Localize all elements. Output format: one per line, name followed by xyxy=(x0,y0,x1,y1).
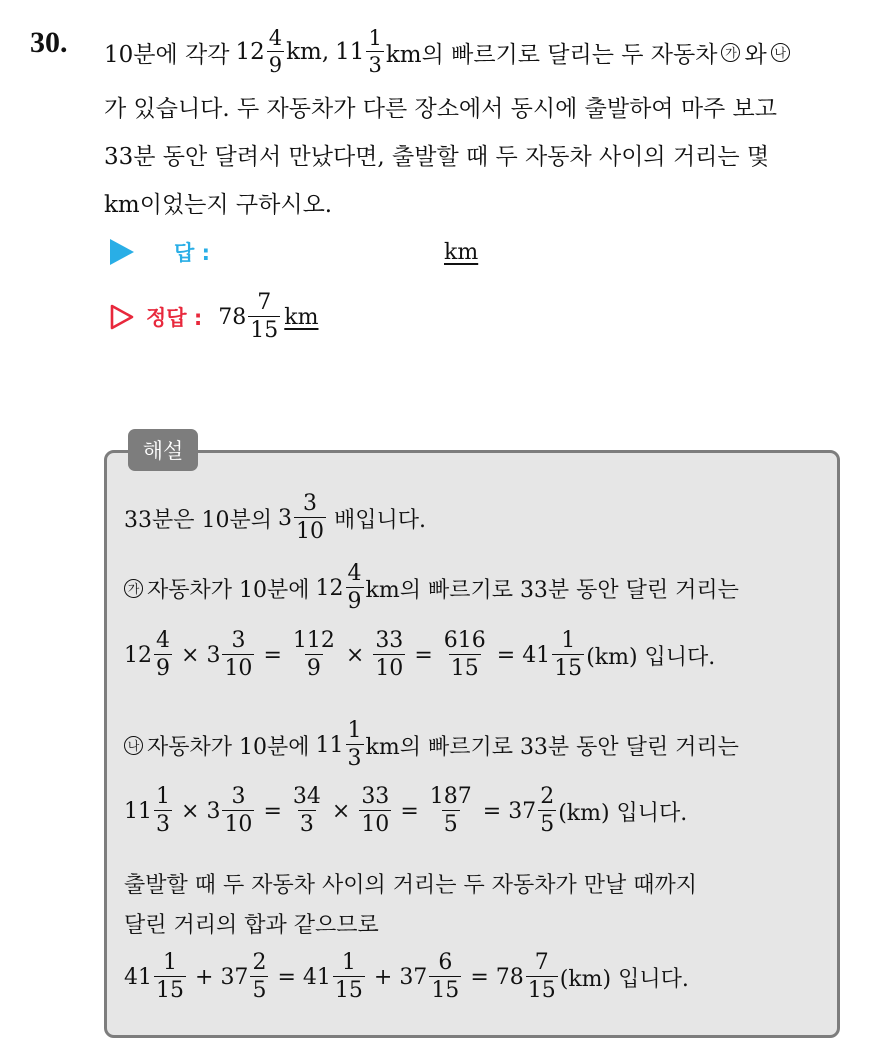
times-sign: × xyxy=(181,642,200,668)
c3-d-den: 15 xyxy=(431,978,460,1003)
exp-l4-whole: 11 xyxy=(315,732,344,758)
c3-c-num: 1 xyxy=(341,950,356,975)
c2-result-fraction xyxy=(538,786,556,836)
exp-l1-whole: 3 xyxy=(278,505,292,531)
c2-t4-num: 33 xyxy=(361,784,390,809)
car-a-marker: 가 xyxy=(124,579,143,598)
c3-a-den: 15 xyxy=(156,978,184,1003)
explanation-line-6: 출발할 때 두 자동차 사이의 거리는 두 자동차가 만날 때까지 xyxy=(124,873,697,898)
question-line-3: 33분 동안 달려서 만났다면, 출발할 때 두 자동차 사이의 거리는 몇 xyxy=(104,143,770,170)
speed2-fraction xyxy=(366,28,383,76)
c3-d-fraction xyxy=(429,952,461,1002)
c2-t1-whole: 11 xyxy=(124,798,152,824)
speed1-denominator: 9 xyxy=(268,53,283,77)
c2-t3-num: 34 xyxy=(292,784,321,809)
correct-answer-label: 정답 : xyxy=(146,306,203,330)
correct-answer-row xyxy=(110,290,318,344)
c2-t4-den: 10 xyxy=(361,812,390,837)
c1-t3-den: 9 xyxy=(306,656,321,681)
c3-d-num: 6 xyxy=(438,950,453,975)
correct-denominator: 15 xyxy=(250,318,279,343)
c1-result-fraction xyxy=(552,630,584,680)
c3-result-num: 7 xyxy=(534,950,549,975)
exp-l1-denominator: 10 xyxy=(296,519,324,544)
car-b-marker: 나 xyxy=(124,736,143,755)
answer-row xyxy=(110,232,478,272)
answer-label: 답 : xyxy=(174,241,210,265)
c3-a-num: 1 xyxy=(163,950,177,975)
c3-d-whole: 37 xyxy=(399,964,428,990)
explanation-line-1 xyxy=(124,490,426,546)
c3-c-whole: 41 xyxy=(302,964,331,990)
c1-t2-whole: 3 xyxy=(206,642,221,668)
c2-result-den: 5 xyxy=(540,812,555,837)
c3-b-fraction xyxy=(250,952,268,1002)
exp-l2-numerator: 4 xyxy=(347,561,362,586)
equals-sign: = xyxy=(263,642,282,668)
c3-c-fraction xyxy=(333,952,365,1002)
question-text xyxy=(104,22,874,226)
correct-unit: km xyxy=(284,304,319,330)
outline-triangle-icon xyxy=(110,304,134,330)
c3-result-fraction xyxy=(526,952,558,1002)
c2-t2-den: 10 xyxy=(224,812,253,837)
times-sign: × xyxy=(331,798,351,824)
c1-t2-den: 10 xyxy=(224,656,253,681)
c1-t4-den: 10 xyxy=(375,656,404,681)
c1-t5-den: 15 xyxy=(450,656,479,681)
c2-t2-num: 3 xyxy=(231,784,246,809)
speed2-denominator: 3 xyxy=(368,53,382,77)
correct-whole: 78 xyxy=(218,304,247,330)
exp-l4-denominator: 3 xyxy=(347,746,362,771)
c3-b-num: 2 xyxy=(252,950,267,975)
c3-result-whole: 78 xyxy=(495,964,524,990)
question-line-2: 가 있습니다. 두 자동차가 다른 장소에서 동시에 출발하여 마주 보고 xyxy=(104,95,777,122)
exp-l4-fraction xyxy=(346,720,364,770)
times-sign: × xyxy=(181,798,200,824)
speed1-numerator: 4 xyxy=(268,26,283,50)
correct-fraction xyxy=(248,292,280,342)
explanation-calc-1 xyxy=(124,626,715,684)
answer-unit: km xyxy=(444,239,479,265)
question-intro: 10분에 각각 xyxy=(104,41,230,68)
c2-t1-num: 1 xyxy=(156,784,170,809)
explanation-tag: 해설 xyxy=(128,429,198,471)
question-line-4: km이었는지 구하시오. xyxy=(104,191,333,218)
c1-t4-fraction xyxy=(373,630,405,680)
exp-l1-numerator: 3 xyxy=(303,491,317,516)
equals-sign: = xyxy=(263,798,282,824)
c2-t5-fraction xyxy=(428,786,474,836)
plus-sign: + xyxy=(373,964,393,990)
c2-t1-fraction xyxy=(154,786,172,836)
speed1-fraction xyxy=(267,28,284,76)
equals-sign: = xyxy=(470,964,489,990)
question-number: 30. xyxy=(30,26,68,59)
c2-t2-whole: 3 xyxy=(206,798,221,824)
c1-t1-fraction xyxy=(154,630,172,680)
speed2-numerator: 1 xyxy=(368,26,382,50)
exp-l2-tail: km의 빠르기로 33분 동안 달린 거리는 xyxy=(365,577,739,603)
c3-b-whole: 37 xyxy=(220,964,249,990)
equals-sign: = xyxy=(496,642,516,668)
explanation-calc-3 xyxy=(124,948,689,1006)
explanation-calc-2 xyxy=(124,782,687,840)
c2-t1-den: 3 xyxy=(156,812,170,837)
unit-comma: km, xyxy=(286,39,330,65)
c3-a-whole: 41 xyxy=(124,964,152,990)
c2-result-whole: 37 xyxy=(508,798,537,824)
car-a-marker: 가 xyxy=(721,43,740,62)
equals-sign: = xyxy=(400,798,419,824)
speed2-whole: 11 xyxy=(335,39,365,65)
c3-result-den: 15 xyxy=(527,978,556,1003)
c3-c-den: 15 xyxy=(334,978,363,1003)
c3-b-den: 5 xyxy=(252,978,267,1003)
exp-l4-numerator: 1 xyxy=(347,718,362,743)
explanation-line-7: 달린 거리의 합과 같으므로 xyxy=(124,913,379,938)
c2-t3-fraction xyxy=(291,786,323,836)
exp-l1-text: 33분은 10분의 xyxy=(124,507,272,533)
c1-result-whole: 41 xyxy=(522,642,551,668)
exp-l1-fraction xyxy=(294,493,326,543)
correct-numerator: 7 xyxy=(257,290,272,315)
car-b-marker: 나 xyxy=(771,43,790,62)
c1-t4-num: 33 xyxy=(375,628,404,653)
c2-t3-den: 3 xyxy=(299,812,314,837)
times-sign: × xyxy=(345,642,365,668)
exp-l2-whole: 12 xyxy=(315,575,344,601)
c2-t4-fraction xyxy=(359,786,391,836)
c1-result-den: 15 xyxy=(554,656,583,681)
c2-t5-den: 5 xyxy=(443,812,458,837)
c1-t5-num: 616 xyxy=(443,628,486,653)
c3-tail: (km) 입니다. xyxy=(559,966,689,992)
exp-l4-text: 자동차가 10분에 xyxy=(147,734,310,760)
question-line1-rest: km의 빠르기로 달리는 두 자동차 xyxy=(385,41,718,68)
plus-sign: + xyxy=(195,964,214,990)
c1-tail: (km) 입니다. xyxy=(586,644,716,670)
c1-t1-den: 9 xyxy=(156,656,170,681)
c1-t2-fraction xyxy=(222,630,254,680)
c1-t3-num: 112 xyxy=(292,628,335,653)
c1-t3-fraction xyxy=(291,630,337,680)
c2-t2-fraction xyxy=(222,786,254,836)
equals-sign: = xyxy=(414,642,433,668)
exp-l2-text: 자동차가 10분에 xyxy=(147,577,310,603)
exp-l2-fraction xyxy=(346,563,364,613)
c1-t1-whole: 12 xyxy=(124,642,152,668)
question-line-1 xyxy=(104,22,874,82)
c1-t1-num: 4 xyxy=(156,628,170,653)
exp-l2-denominator: 9 xyxy=(347,589,362,614)
c1-t2-num: 3 xyxy=(231,628,246,653)
equals-sign: = xyxy=(277,964,296,990)
c3-a-fraction xyxy=(154,952,186,1002)
equals-sign: = xyxy=(482,798,502,824)
exp-l4-tail: km의 빠르기로 33분 동안 달린 거리는 xyxy=(365,734,739,760)
c1-t5-fraction xyxy=(442,630,488,680)
play-triangle-icon xyxy=(110,239,134,265)
conjunction-wa: 와 xyxy=(744,41,767,68)
exp-l1-tail: 배입니다. xyxy=(334,507,427,533)
c2-result-num: 2 xyxy=(540,784,555,809)
explanation-line-2 xyxy=(124,560,739,616)
c2-tail: (km) 입니다. xyxy=(558,800,688,826)
c2-t5-num: 187 xyxy=(429,784,472,809)
speed1-whole: 12 xyxy=(235,39,265,65)
c1-result-num: 1 xyxy=(561,628,576,653)
explanation-line-4 xyxy=(124,716,739,774)
